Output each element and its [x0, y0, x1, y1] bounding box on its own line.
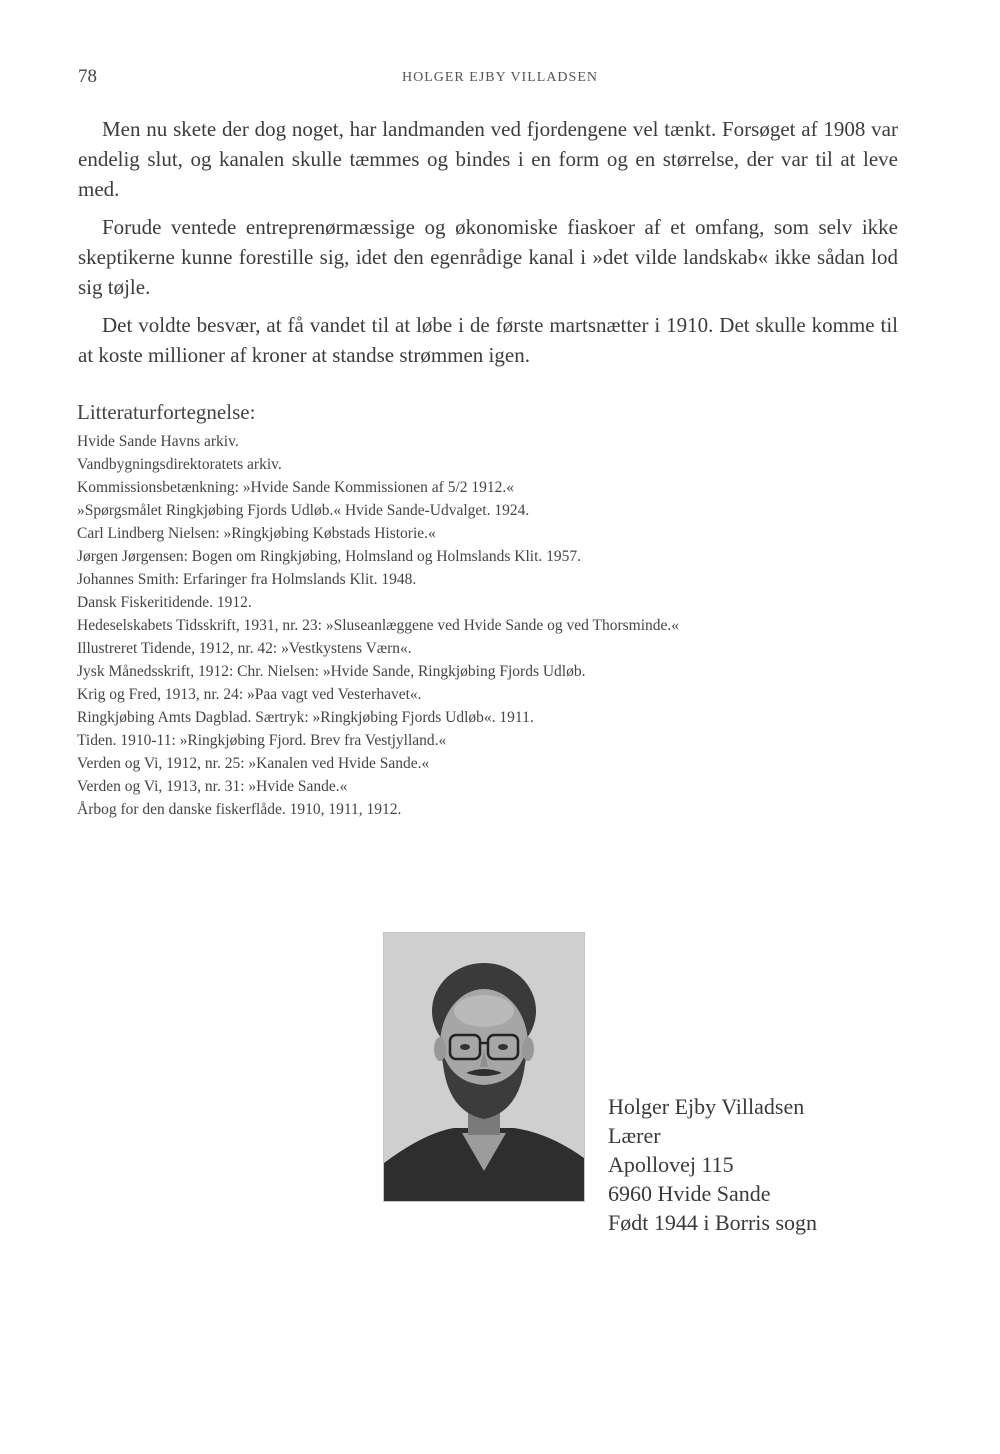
author-city: 6960 Hvide Sande: [608, 1181, 771, 1206]
bibliography-item: Verden og Vi, 1912, nr. 25: »Kanalen ved Hvide Sande.«: [77, 755, 430, 772]
author-info: [608, 1092, 817, 1237]
bibliography-item: Jørgen Jørgensen: Bogen om Ringkjøbing, Holmsland og Holmslands Klit. 1957.: [77, 548, 582, 565]
body-paragraph: Men nu skete der dog noget, har landmanden ved fjordengene vel tænkt. Forsøget af 1908 var endelig slut, og kanalen skulle tæmmes og bindes i en form og en størrelse, der var til at leve med.: [78, 117, 898, 201]
body-paragraph: Forude ventede entreprenørmæssige og økonomiske fiaskoer af et omfang, som selv ikke skeptikerne kunne forestille sig, idet den egenrådige kanal i »det vilde landskab« ikke sådan lod sig tøjle.: [78, 215, 898, 299]
bibliography-item: Hedeselskabets Tidsskrift, 1931, nr. 23: »Sluseanlæggene ved Hvide Sande og ved Thorsminde.«: [77, 617, 680, 634]
author-portrait-icon: [384, 933, 584, 1201]
bibliography-item: Krig og Fred, 1913, nr. 24: »Paa vagt ved Vesterhavet«.: [77, 686, 422, 703]
running-head: HOLGER EJBY VILLADSEN: [402, 70, 598, 85]
bibliography-item: Ringkjøbing Amts Dagblad. Særtryk: »Ringkjøbing Fjords Udløb«. 1911.: [77, 709, 534, 726]
bibliography-item: Kommissionsbetænkning: »Hvide Sande Kommissionen af 5/2 1912.«: [77, 479, 514, 496]
bibliography-item: Carl Lindberg Nielsen: »Ringkjøbing Købstads Historie.«: [77, 525, 436, 542]
bibliography-item: Hvide Sande Havns arkiv.: [77, 433, 239, 450]
author-street: Apollovej 115: [608, 1152, 734, 1177]
author-title: Lærer: [608, 1123, 661, 1148]
bibliography-item: »Spørgsmålet Ringkjøbing Fjords Udløb.« Hvide Sande-Udvalget. 1924.: [77, 502, 530, 519]
bibliography-list: [77, 430, 937, 821]
bibliography-item: Dansk Fiskeritidende. 1912.: [77, 594, 252, 611]
bibliography-item: Jysk Månedsskrift, 1912: Chr. Nielsen: »Hvide Sande, Ringkjøbing Fjords Udløb.: [77, 663, 586, 680]
bibliography-item: Johannes Smith: Erfaringer fra Holmslands Klit. 1948.: [77, 571, 417, 588]
bibliography-item: Årbog for den danske fiskerflåde. 1910, 1911, 1912.: [77, 801, 402, 818]
bibliography-heading: Litteraturfortegnelse:: [77, 400, 256, 424]
bibliography-item: Illustreret Tidende, 1912, nr. 42: »Vestkystens Værn«.: [77, 640, 412, 657]
author-portrait: [383, 932, 585, 1202]
body-text: [78, 114, 898, 378]
bibliography-item: Vandbygningsdirektoratets arkiv.: [77, 456, 282, 473]
bibliography-item: Verden og Vi, 1913, nr. 31: »Hvide Sande.«: [77, 778, 348, 795]
body-paragraph: Det voldte besvær, at få vandet til at løbe i de første martsnætter i 1910. Det skulle komme til at koste millioner af kroner at standse strømmen igen.: [78, 313, 898, 367]
page-number: 78: [78, 66, 97, 87]
bibliography-item: Tiden. 1910-11: »Ringkjøbing Fjord. Brev fra Vestjylland.«: [77, 732, 447, 749]
author-name: Holger Ejby Villadsen: [608, 1094, 805, 1119]
author-born: Født 1944 i Borris sogn: [608, 1210, 818, 1235]
